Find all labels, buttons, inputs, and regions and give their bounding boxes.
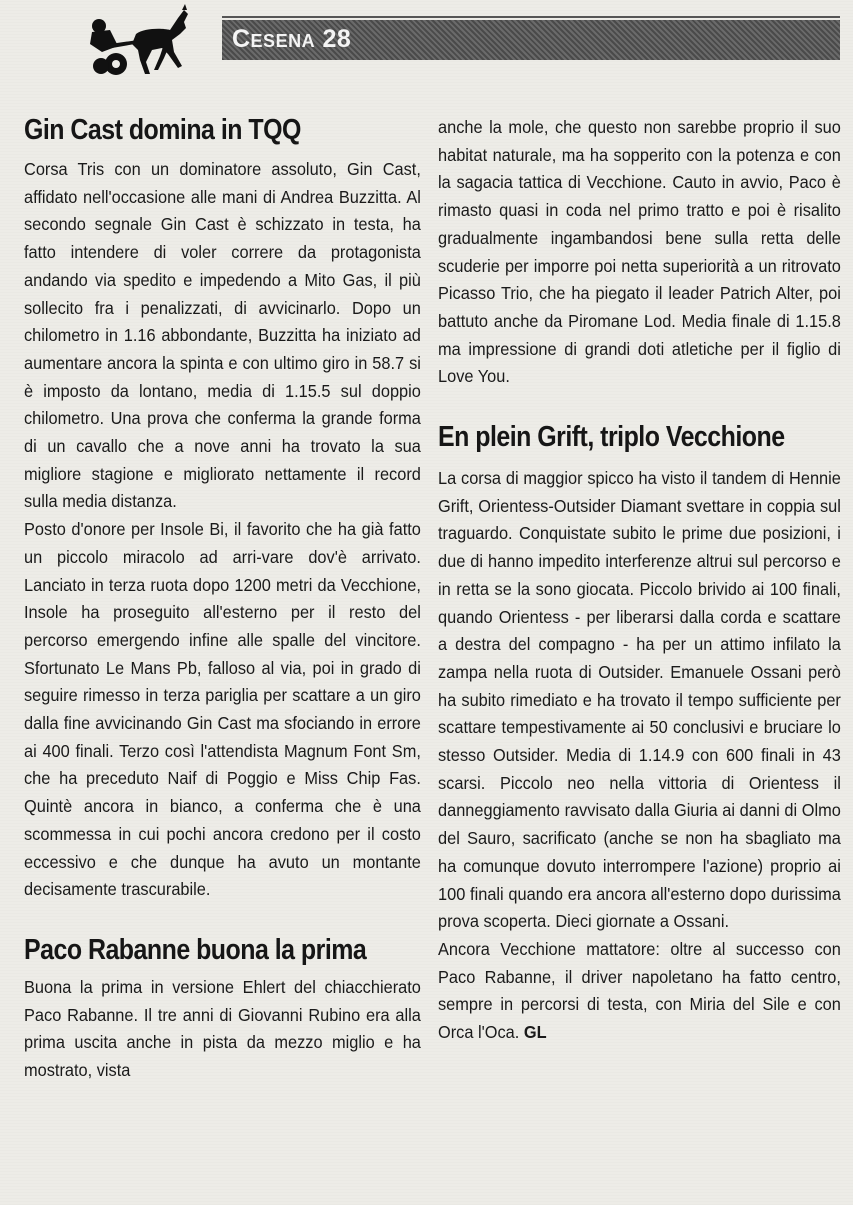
- article-paragraph: Posto d'onore per Insole Bi, il favorito che ha già fatto un piccolo miracolo ad arri-vare dov'è arrivato. Lanciato in terza ruota dopo 1200 metri da Vecchione, Insole ha proseguito all'esterno per il resto del percorso emergendo infine alle spalle del vincitore. Sfortunato Le Mans Pb, falloso al via, poi in grado di seguire rimesso in terza pariglia per scattare a un giro dalla fine avvicinando Gin Cast ma sfociando in errore ai 400 finali. Terzo così l'attendista Magnum Font Sm, che ha preceduto Naif di Poggio e Miss Chip Fas. Quintè ancora in bianco, a conferma che è una scommessa in cui pochi ancora credono per il costo eccessivo e che dunque ha avuto un montante decisamente trascurabile.: [24, 519, 421, 900]
- article-headline-gin-cast: Gin Cast domina in TQQ: [24, 114, 301, 146]
- author-signature: GL: [523, 1022, 547, 1043]
- article-headline-grift: En plein Grift, triplo Vecchione: [438, 421, 785, 454]
- section-title: Cesena 28: [232, 25, 352, 53]
- article-paragraph: [438, 936, 841, 1047]
- article-headline-paco-rabanne: Paco Rabanne buona la prima: [24, 933, 367, 966]
- harness-racing-horse-icon: [66, 4, 190, 78]
- left-column: [24, 108, 421, 1086]
- right-column: [438, 114, 841, 1047]
- header-rule: [222, 16, 840, 18]
- article-paragraph: La corsa di maggior spicco ha visto il tandem di Hennie Grift, Orientess-Outsider Diamant svettare in coppia sul traguardo. Conquistate subito le prime due posizioni, i due di hanno impedito interferenze altrui sul percorso e in retta se la sono giocata. Piccolo brivido ai 100 finali, quando Orientess - per liberarsi dalla corda e scattare a destra del compagno - ha per un attimo infilato la zampa nella ruota di Outsider. Emanuele Ossani però ha subito rimediato e ha trovato il tempo sufficiente per scattare tempestivamente ai 50 conclusivi e bruciare lo stesso Outsider. Media di 1.14.9 con 600 finali in 43 scarsi. Piccolo neo nella vittoria di Orientess il danneggiamento ravvisato dalla Giuria ai danni di Olmo del Sauro, sacrificato (anche se non ha sbagliato ma ha comunque dovuto interrompere l'azione) proprio ai 100 finali quando era ancora all'esterno dopo durissima prova scoperta. Dieci giornate a Ossani.: [438, 468, 841, 932]
- article-paragraph-continued: anche la mole, che questo non sarebbe proprio il suo habitat naturale, ma ha sopperito con la potenza e con la sagacia tattica di Vecchione. Cauto in avvio, Paco è rimasto quasi in coda nel primo tratto e poi è risalito gradualmente ingambandosi bene sulla retta delle scuderie per imporre poi netta superiorità a un ritrovato Picasso Trio, che ha piegato il leader Patrich Alter, poi battuto anche da Piromane Lod. Media finale di 1.15.8 ma impressione di grandi doti atletiche per il figlio di Love You.: [438, 117, 841, 387]
- section-header-bar: [222, 20, 840, 60]
- article-paragraph-text: Ancora Vecchione mattatore: oltre al successo con Paco Rabanne, il driver napoletano ha fatto centro, sempre in percorsi di testa, con Miria del Sile e con Orca l'Oca.: [438, 938, 841, 1043]
- article-paragraph: Buona la prima in versione Ehlert del chiacchierato Paco Rabanne. Il tre anni di Giovanni Rubino era alla prima uscita anche in pista da mezzo miglio e ha mostrato, vista: [24, 976, 421, 1081]
- article-paragraph: Corsa Tris con un dominatore assoluto, Gin Cast, affidato nell'occasione alle mani di Andrea Buzzitta. Al secondo segnale Gin Cast è schizzato in testa, ha fatto intendere di voler correre da protagonista andando via spedito e impedendo a Mito Gas, il più sollecito fra i penalizzati, di avvicinarlo. Dopo un chilometro in 1.16 abbondante, Buzzitta ha iniziato ad aumentare ancora la spinta e con ultimo giro in 58.7 si è imposto da lontano, media di 1.15.5 sul doppio chilometro. Una prova che conferma la grande forma di un cavallo che a nove anni ha trovato la sua migliore stagione e migliorato nettamente il record sulla media distanza.: [24, 159, 421, 512]
